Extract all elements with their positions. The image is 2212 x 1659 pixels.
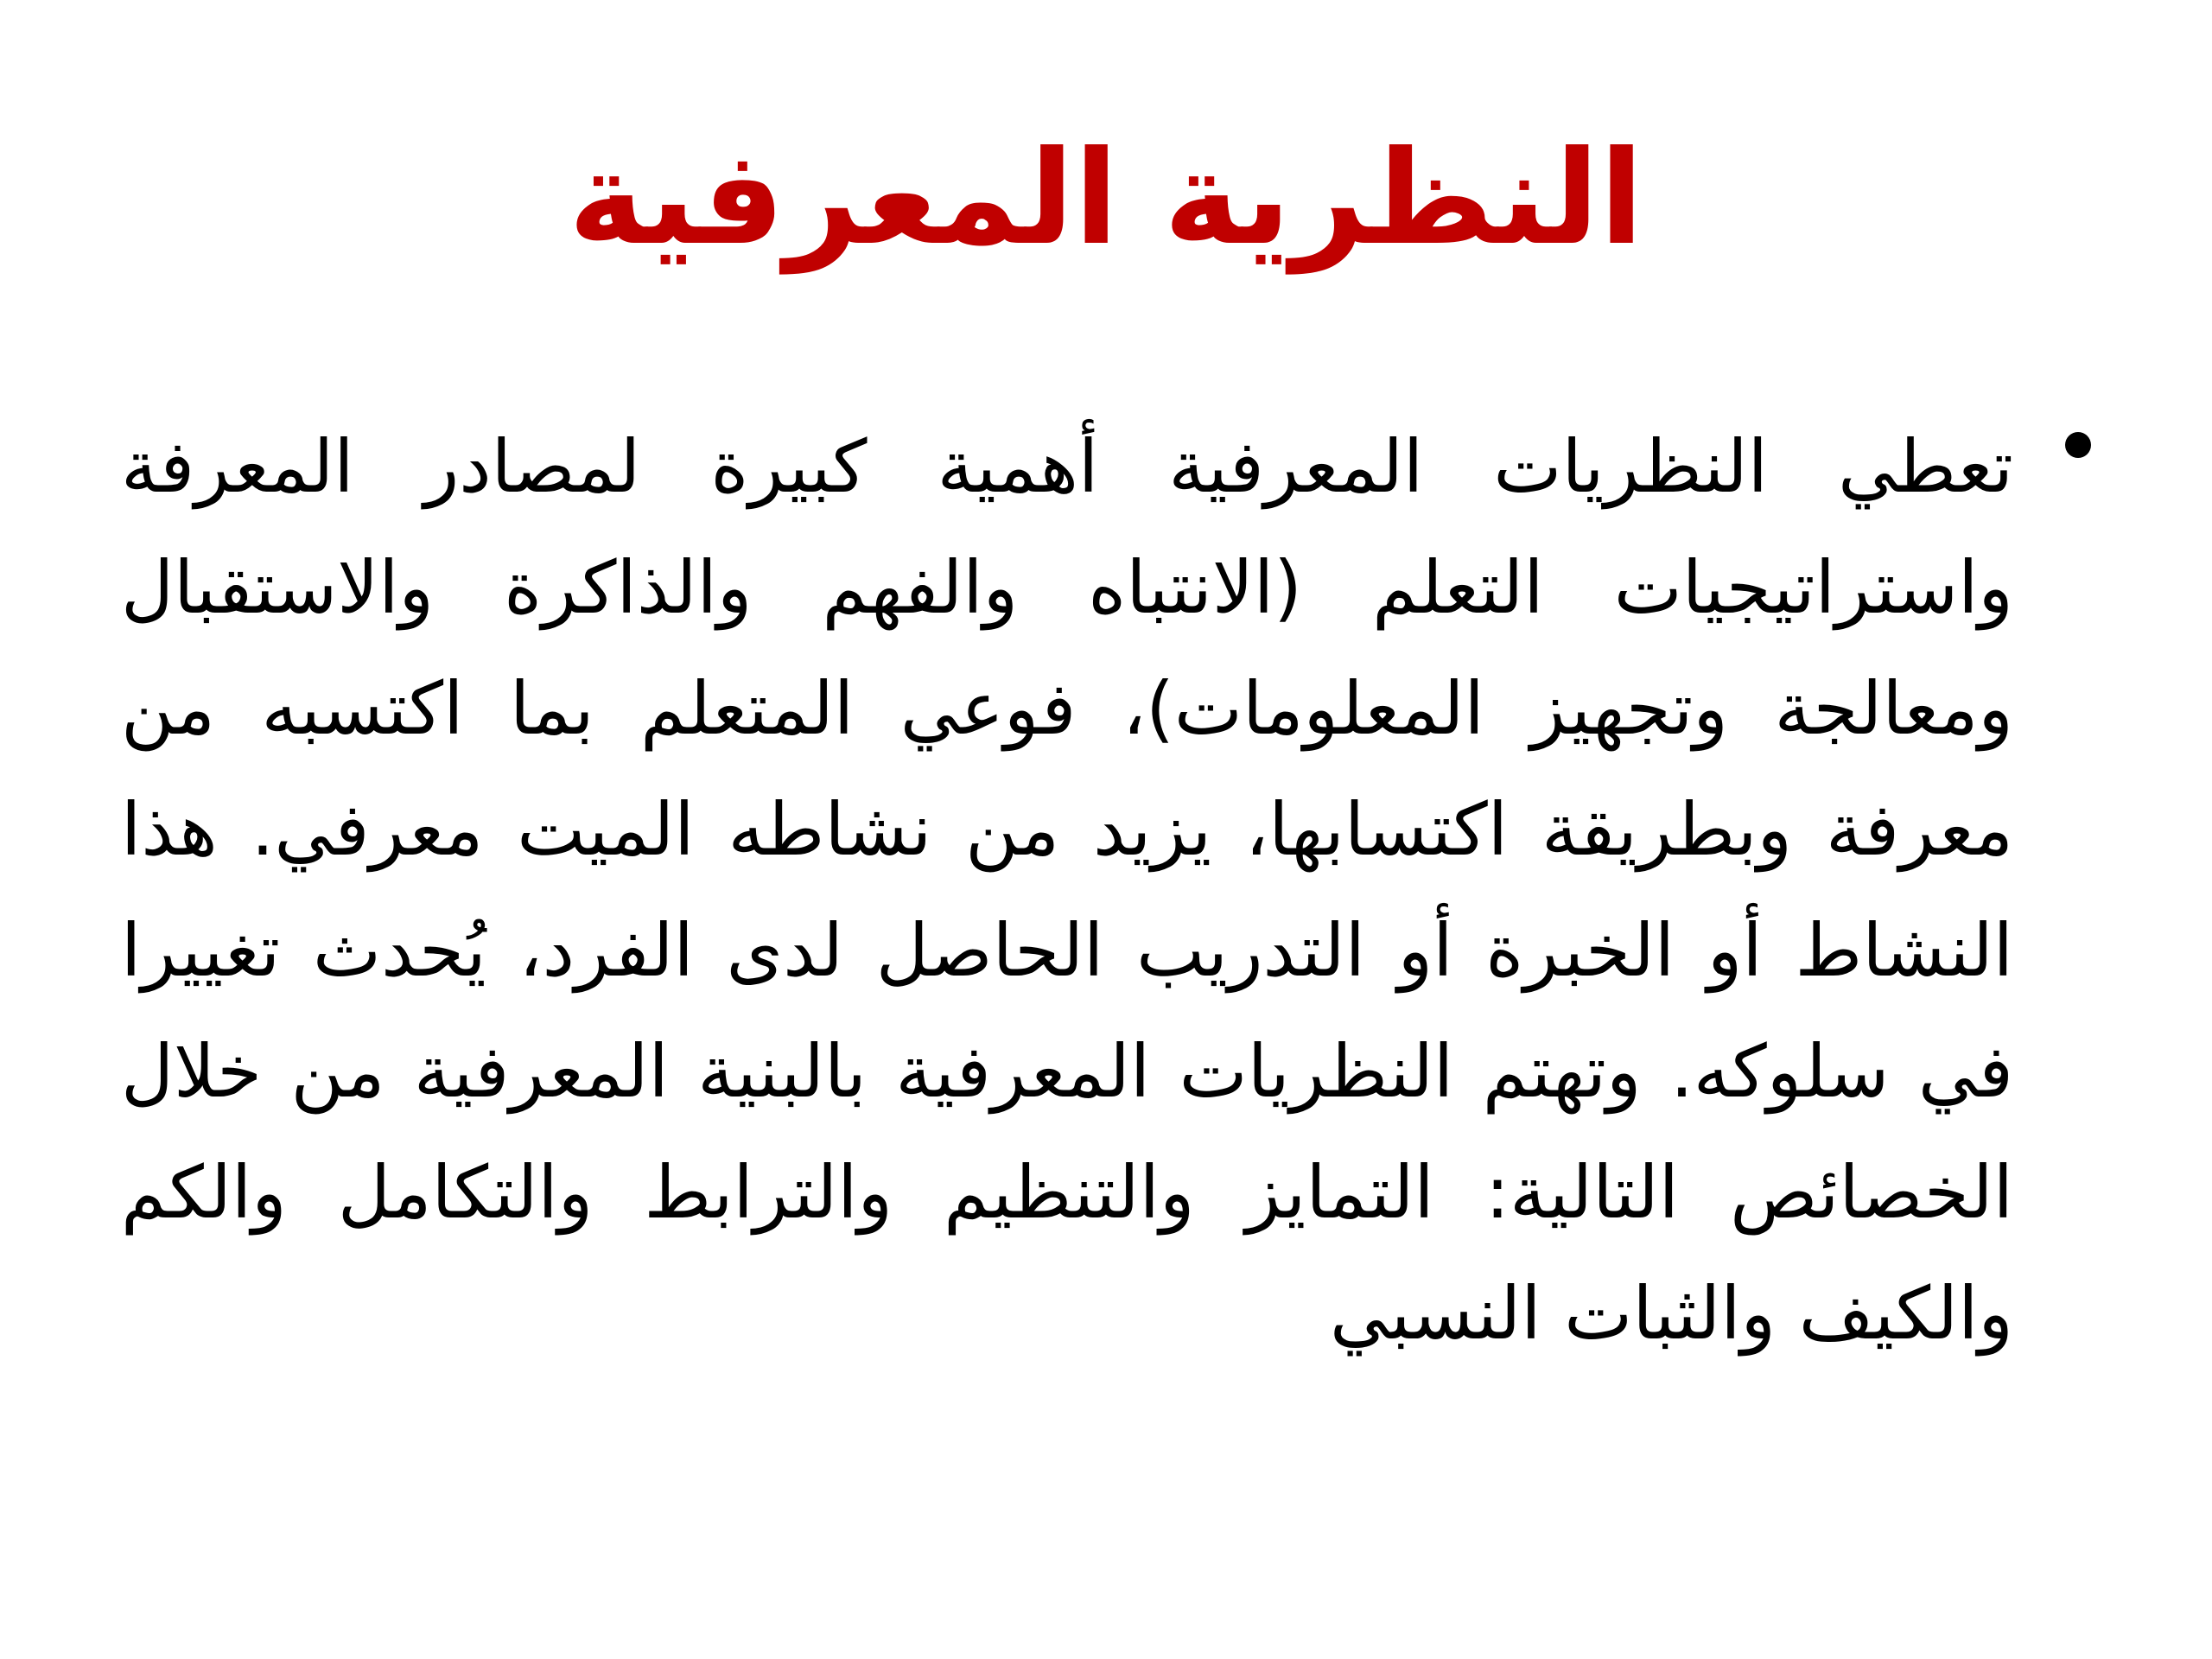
bullet-text: تعطي النظريات المعرفية أهمية كبيرة لمصادر المعرفة واستراتيجيات التعلم (الانتباه والفهم والذاكرة والاستقبال ومعالجة وتجهيز المعلومات)، فوعي المتعلم بما اكتسبه من معرفة وبطريقة اكتسابها، يزيد من نشاطه الميت معرفي. هذا النشاط أو الخبرة أو التدريب الحاصل لدى الفرد، يُحدث تغييرا في سلوكه. وتهتم النظريات المعرفية بالبنية المعرفية من خلال الخصائص التالية: التمايز والتنظيم والترابط والتكامل والكم والكيف والثبات النسبي (121, 424, 2013, 1356)
bullet-item (121, 406, 2091, 1374)
slide-title: النظرية المعرفية (568, 124, 1644, 274)
bullet-dot-icon (2065, 432, 2091, 458)
